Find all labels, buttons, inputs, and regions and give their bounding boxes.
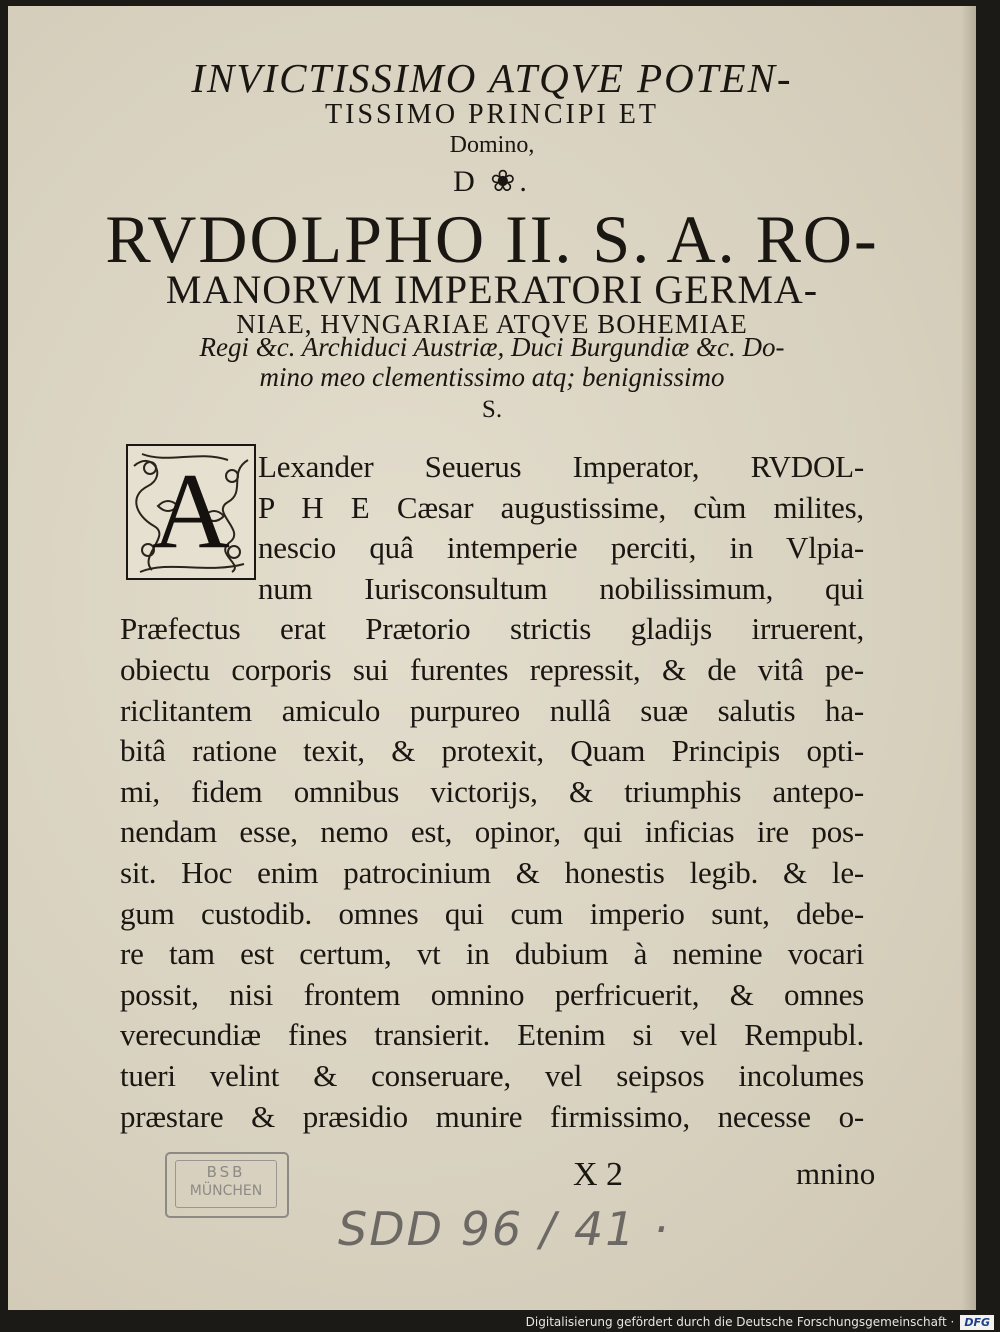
- library-stamp: [165, 1152, 289, 1218]
- body-line: gum custodib. omnes qui cum imperio sunt, debe-: [120, 895, 864, 931]
- heading-line-2: TISSIMO PRINCIPI ET: [325, 99, 659, 130]
- signature-mark: X 2: [573, 1156, 624, 1193]
- shelfmark: SDD 96 / 41 ·: [338, 1202, 670, 1256]
- body-line: præstare & præsidio munire firmissimo, necesse o-: [120, 1098, 864, 1134]
- body-line: riclitantem amiculo purpureo nullâ suæ salutis ha-: [120, 692, 864, 728]
- catchword: mnino: [796, 1156, 876, 1191]
- decorated-initial: [126, 444, 256, 580]
- heading-salutation: S.: [481, 396, 503, 423]
- body-line: tueri velint & conseruare, vel seipsos incolumes: [120, 1058, 864, 1093]
- stamp-line-1: BSB: [206, 1163, 246, 1181]
- body-line: possit, nisi frontem omnino perfricuerit, & omnes: [120, 976, 864, 1012]
- body-line: re tam est certum, vt in dubium à nemine vocari: [120, 936, 864, 972]
- heading-line-6: MANORVM IMPERATORI GERMA-: [165, 267, 819, 312]
- heading-line-4: D ❀.: [453, 165, 531, 198]
- heading-line-1: INVICTISSIMO ATQVE POTEN-: [191, 55, 793, 101]
- body-line: bitâ ratione texit, & protexit, Quam Principis opti-: [120, 733, 864, 769]
- dfg-logo: DFG: [960, 1315, 994, 1330]
- digitization-footer: [526, 1312, 994, 1332]
- body-line: mi, fidem omnibus victorijs, & triumphis antepo-: [120, 773, 864, 809]
- footer-credit: Digitalisierung gefördert durch die Deutsche Forschungsgemeinschaft ·: [525, 1315, 955, 1329]
- heading-line-7: NIAE, HVNGARIAE ATQVE BOHEMIAE: [236, 309, 748, 339]
- heading-line-8: Regi &c. Archiduci Austriæ, Duci Burgundiæ &c. Do-: [199, 332, 785, 362]
- body-line: verecundiæ fines transierit. Etenim si vel Rempubl.: [120, 1017, 864, 1053]
- stamp-line-2: MÜNCHEN: [189, 1183, 263, 1199]
- body-line: Præfectus erat Prætorio strictis gladijs irruerent,: [120, 611, 864, 647]
- body-line: sit. Hoc enim patrocinium & honestis legib. & le-: [120, 855, 864, 890]
- library-stamp-frame: [175, 1160, 277, 1208]
- book-page: [8, 6, 976, 1310]
- body-line: nendam esse, nemo est, opinor, qui inficias ire pos-: [120, 814, 864, 850]
- body-line: num Iurisconsultum nobilissimum, qui: [258, 570, 864, 606]
- heading-dedicatee-name: RVDOLPHO II. S. A. RO-: [105, 201, 879, 277]
- body-line: P H E Cæsar augustissime, cùm milites,: [258, 489, 864, 525]
- body-line: nescio quâ intemperie perciti, in Vlpia-: [258, 530, 864, 566]
- body-line: obiectu corporis sui furentes repressit, & de vitâ pe-: [120, 652, 864, 687]
- heading-line-9: mino meo clementissimo atq; benignissimo: [259, 362, 725, 392]
- heading-line-3: Domino,: [449, 132, 535, 158]
- initial-letter: A: [152, 452, 230, 571]
- body-line: Lexander Seuerus Imperator, RVDOL-: [258, 449, 864, 484]
